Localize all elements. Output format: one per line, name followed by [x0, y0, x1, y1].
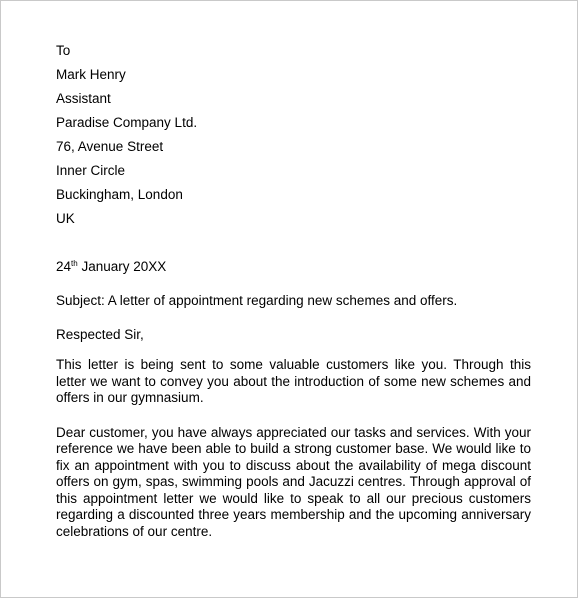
recipient-area: Inner Circle: [56, 163, 126, 178]
recipient-name: Mark Henry: [56, 67, 126, 82]
date-day: 24: [56, 259, 72, 274]
recipient-city: Buckingham, London: [56, 187, 183, 202]
paragraph-intro: This letter is being sent to some valuable customers like you. Through this letter we want to convey you about the introduction of some new schemes and offers in our gymnasium.: [56, 357, 531, 405]
paragraph-appointment: Dear customer, you have always appreciated our tasks and services. With your reference we have been able to build a strong customer base. We would like to fix an appointment with you to discuss about the availability of mega discount offers on gym, spas, swimming pools and Jacuzzi centres. Through approval of this appointment letter we would like to speak to all our precious customers regarding a discounted three years membership and the upcoming anniversary celebrations of our centre.: [56, 424, 531, 539]
date-month-year: January 20XX: [77, 259, 167, 274]
date-suffix: th: [71, 259, 78, 268]
recipient-address: [56, 41, 531, 233]
recipient-country: UK: [56, 211, 75, 226]
letter-subject: Subject: A letter of appointment regarding new schemes and offers.: [56, 293, 458, 308]
address-to: To: [56, 43, 71, 58]
recipient-title: Assistant: [56, 91, 111, 106]
letter-body: [56, 41, 531, 554]
recipient-street: 76, Avenue Street: [56, 139, 164, 154]
letter-salutation: Respected Sir,: [56, 327, 144, 342]
recipient-company: Paradise Company Ltd.: [56, 115, 198, 130]
letter-date: [56, 257, 531, 277]
